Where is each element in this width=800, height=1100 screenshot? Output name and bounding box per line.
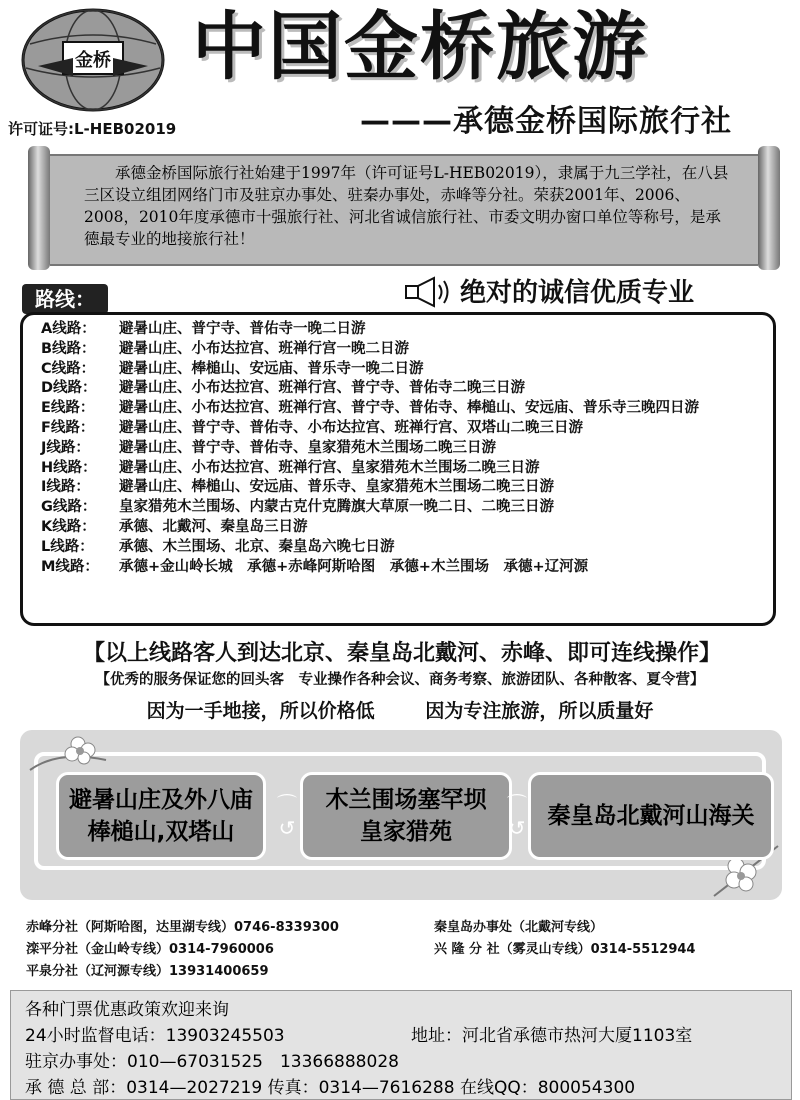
globe-logo-icon xyxy=(18,6,168,114)
route-text: 避暑山庄、普宁寺、普佑寺一晚二日游 xyxy=(119,321,366,337)
route-item xyxy=(41,360,761,380)
destination-box-mulan xyxy=(300,772,512,860)
link-arrow-icon: ⌒ ↺ xyxy=(507,792,527,840)
route-code: C线路： xyxy=(41,360,96,377)
route-item xyxy=(41,538,761,558)
destination-box-qinhuangdao xyxy=(528,772,774,860)
route-text: 避暑山庄、小布达拉宫、班禅行宫、普宁寺、普佑寺二晚三日游 xyxy=(119,380,525,397)
route-list xyxy=(41,320,761,577)
route-code: M线路： xyxy=(41,558,99,575)
route-code: K线路： xyxy=(41,518,96,535)
brand-title: 中国金桥旅游 xyxy=(192,4,648,90)
speaker-icon xyxy=(404,276,452,308)
motto-price: 因为一手地接，所以价格低 xyxy=(146,700,375,722)
flower-decoration-icon xyxy=(28,730,108,774)
license-number: 许可证号:L-HEB02019 xyxy=(8,120,177,138)
route-code: I线路： xyxy=(41,479,90,496)
motto-quality: 因为专注旅游，所以质量好 xyxy=(425,700,654,722)
route-text: 避暑山庄、小布达拉宫、班禅行宫、皇家猎苑木兰围场二晚三日游 xyxy=(119,459,540,476)
destination-line: 木兰围场塞罕坝 xyxy=(325,787,487,813)
intro-scroll xyxy=(28,146,780,270)
route-text: 避暑山庄、普宁寺、普佑寺、小布达拉宫、班禅行宫、双塔山二晚三日游 xyxy=(119,419,583,436)
route-item xyxy=(41,439,761,459)
route-item xyxy=(41,340,761,360)
route-item xyxy=(41,518,761,538)
route-item xyxy=(41,478,761,498)
beijing-office: 驻京办事处：010—67031525 13366888028 xyxy=(25,1052,399,1072)
address: 地址：河北省承德市热河大厦1103室 xyxy=(411,1026,693,1046)
route-code: E线路： xyxy=(41,400,95,417)
route-code: A线路： xyxy=(41,321,96,337)
contact-footer xyxy=(10,990,792,1100)
route-text: 承德+金山岭长城 承德+赤峰阿斯哈图 承德+木兰围场 承德+辽河源 xyxy=(119,558,589,575)
destination-box-chengde xyxy=(56,772,266,860)
branch-xinglong: 兴 隆 分 社（雾灵山专线）0314-5512944 xyxy=(434,942,696,957)
scroll-roll-left xyxy=(28,146,50,270)
destination-line: 秦皇岛北戴河山海关 xyxy=(547,803,755,829)
destination-line: 棒槌山,双塔山 xyxy=(87,819,235,845)
route-item xyxy=(41,320,761,340)
intro-text: 承德金桥国际旅行社始建于1997年（许可证号L-HEB02019），隶属于九三学社，在八县三区设立组团网络门市及驻京办事处、驻秦办事处，赤峰等分社。荣获2001年、2006、2008，2010年度承德市十强旅行社、河北省诚信旅行社、市委文明办窗口单位等称号，是承德最专业的地接旅行社！ xyxy=(84,164,729,248)
route-text: 避暑山庄、小布达拉宫、班禅行宫一晚二日游 xyxy=(119,340,409,357)
routes-label: 路线： xyxy=(22,284,108,314)
route-text: 避暑山庄、棒槌山、安远庙、普乐寺、皇家猎苑木兰围场二晚三日游 xyxy=(119,479,554,496)
route-item xyxy=(41,399,761,419)
connect-note: 【以上线路客人到达北京、秦皇岛北戴河、赤峰、即可连线操作】 xyxy=(82,641,721,666)
agency-subtitle: ———承德金桥国际旅行社 xyxy=(360,104,732,139)
route-text: 避暑山庄、普宁寺、普佑寺、皇家猎苑木兰围场二晚三日游 xyxy=(119,439,496,456)
route-item xyxy=(41,419,761,439)
branch-qinhuangdao: 秦皇岛办事处（北戴河专线） xyxy=(434,920,604,935)
motto xyxy=(0,696,800,723)
hotline: 24小时监督电话：13903245503 xyxy=(25,1026,285,1046)
route-code: H线路： xyxy=(41,459,97,476)
branch-pingquan: 平泉分社（辽河源专线）13931400659 xyxy=(26,964,269,979)
slogan: 绝对的诚信优质专业 xyxy=(460,278,695,308)
destination-line: 避暑山庄及外八庙 xyxy=(69,787,253,813)
scroll-roll-right xyxy=(758,146,780,270)
branch-list xyxy=(26,916,786,980)
destinations-banner xyxy=(20,730,782,900)
route-code: J线路： xyxy=(41,439,90,456)
service-note: 【优秀的服务保证您的回头客 专业操作各种会议、商务考察、旅游团队、各种散客、夏令营】 xyxy=(95,672,705,688)
route-text: 避暑山庄、小布达拉宫、班禅行宫、普宁寺、普佑寺、棒槌山、安远庙、普乐寺三晚四日游 xyxy=(119,400,699,417)
route-code: F线路： xyxy=(41,419,95,436)
logo-text: 金桥 xyxy=(75,50,111,71)
routes-box xyxy=(20,312,776,626)
route-item xyxy=(41,558,761,578)
route-text: 避暑山庄、棒槌山、安远庙、普乐寺一晚二日游 xyxy=(119,360,424,377)
branch-chifeng: 赤峰分社（阿斯哈图，达里湖专线）0746-8339300 xyxy=(26,920,339,935)
route-item xyxy=(41,498,761,518)
route-text: 皇家猎苑木兰围场、内蒙古克什克腾旗大草原一晚二日、二晚三日游 xyxy=(119,499,554,516)
route-text: 承德、北戴河、秦皇岛三日游 xyxy=(119,518,308,535)
route-code: L线路： xyxy=(41,538,94,555)
route-code: G线路： xyxy=(41,499,97,516)
route-text: 承德、木兰围场、北京、秦皇岛六晚七日游 xyxy=(119,538,395,555)
headquarters-contact: 承 德 总 部：0314—2027219 传真：0314—7616288 在线QQ：800054300 xyxy=(25,1078,636,1098)
route-code: D线路： xyxy=(41,380,97,397)
tickets-note: 各种门票优惠政策欢迎来询 xyxy=(25,1000,229,1020)
route-item xyxy=(41,379,761,399)
link-arrow-icon: ⌒ ↺ xyxy=(277,792,297,840)
destination-line: 皇家猎苑 xyxy=(360,819,452,845)
route-code: B线路： xyxy=(41,340,96,357)
route-item xyxy=(41,459,761,479)
branch-luanping: 滦平分社（金山岭专线）0314-7960006 xyxy=(26,942,274,957)
